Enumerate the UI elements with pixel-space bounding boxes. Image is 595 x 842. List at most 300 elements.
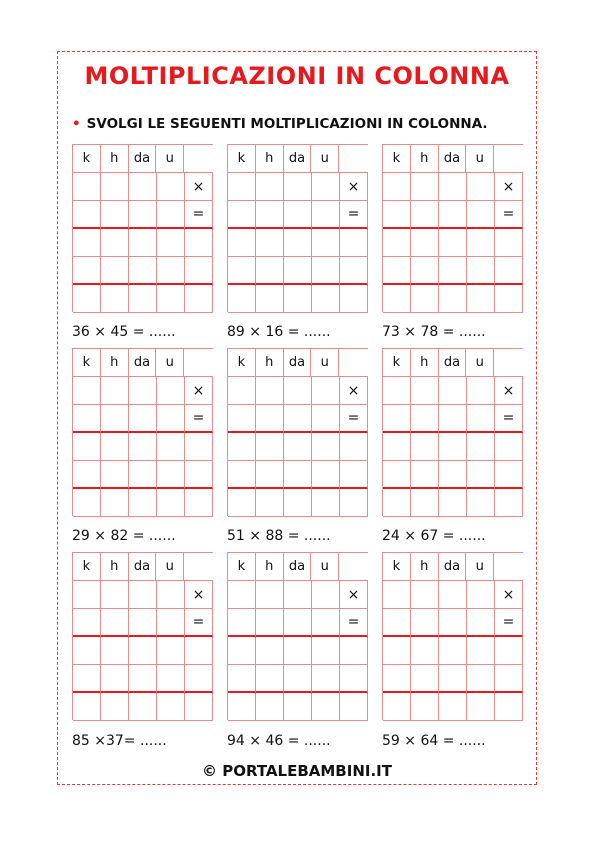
grid-row xyxy=(383,637,523,665)
digit-cell[interactable] xyxy=(228,201,256,229)
digit-cell[interactable] xyxy=(73,229,101,257)
grid-row xyxy=(228,461,368,489)
column-header: da xyxy=(129,553,157,581)
digit-cell[interactable] xyxy=(340,637,368,665)
digit-cell[interactable] xyxy=(185,229,213,257)
digit-cell[interactable] xyxy=(312,173,340,201)
multiply-sign: × xyxy=(185,581,213,609)
digit-cell[interactable] xyxy=(467,405,495,433)
equals-sign: = xyxy=(495,609,523,637)
digit-cell[interactable] xyxy=(228,405,256,433)
digit-cell[interactable] xyxy=(228,665,256,693)
digit-cell[interactable] xyxy=(129,433,157,461)
digit-cell[interactable] xyxy=(101,377,129,405)
digit-cell[interactable] xyxy=(411,377,439,405)
digit-cell[interactable] xyxy=(383,377,411,405)
digit-cell[interactable] xyxy=(439,285,467,313)
digit-cell[interactable] xyxy=(185,489,213,517)
grid-row xyxy=(73,173,213,201)
digit-cell[interactable] xyxy=(312,461,340,489)
digit-cell[interactable] xyxy=(101,405,129,433)
multiply-sign: × xyxy=(340,173,368,201)
digit-cell[interactable] xyxy=(73,637,101,665)
column-header: k xyxy=(73,145,101,173)
digit-cell[interactable] xyxy=(340,665,368,693)
digit-cell[interactable] xyxy=(228,377,256,405)
digit-cell[interactable] xyxy=(467,581,495,609)
grid-header-row xyxy=(383,553,523,581)
grid-row xyxy=(228,405,368,433)
column-header: u xyxy=(311,553,339,581)
digit-cell[interactable] xyxy=(383,637,411,665)
digit-cell[interactable] xyxy=(411,433,439,461)
digit-cell[interactable] xyxy=(129,609,157,637)
digit-cell[interactable] xyxy=(256,461,284,489)
grid-row xyxy=(73,377,213,405)
digit-cell[interactable] xyxy=(495,693,523,721)
grid-row xyxy=(73,201,213,229)
grid-header-spacer xyxy=(184,349,213,377)
digit-cell[interactable] xyxy=(340,257,368,285)
problem-label: 24 × 67 = ...... xyxy=(382,528,486,544)
digit-cell[interactable] xyxy=(73,693,101,721)
digit-cell[interactable] xyxy=(467,201,495,229)
digit-cell[interactable] xyxy=(228,433,256,461)
grid-row xyxy=(73,229,213,257)
digit-cell[interactable] xyxy=(284,693,312,721)
grid-header-spacer xyxy=(339,553,368,581)
grid-header-row xyxy=(73,349,213,377)
digit-cell[interactable] xyxy=(411,489,439,517)
grid-row xyxy=(228,637,368,665)
digit-cell[interactable] xyxy=(284,201,312,229)
digit-cell[interactable] xyxy=(439,433,467,461)
digit-cell[interactable] xyxy=(157,461,185,489)
multiplication-grid xyxy=(382,144,523,312)
digit-cell[interactable] xyxy=(467,257,495,285)
digit-cell[interactable] xyxy=(312,433,340,461)
digit-cell[interactable] xyxy=(228,461,256,489)
digit-cell[interactable] xyxy=(383,489,411,517)
digit-cell[interactable] xyxy=(129,173,157,201)
digit-cell[interactable] xyxy=(73,461,101,489)
digit-cell[interactable] xyxy=(411,201,439,229)
digit-cell[interactable] xyxy=(411,581,439,609)
digit-cell[interactable] xyxy=(411,285,439,313)
digit-cell[interactable] xyxy=(467,637,495,665)
digit-cell[interactable] xyxy=(73,405,101,433)
digit-cell[interactable] xyxy=(340,693,368,721)
digit-cell[interactable] xyxy=(157,229,185,257)
digit-cell[interactable] xyxy=(129,489,157,517)
digit-cell[interactable] xyxy=(312,637,340,665)
grid-row xyxy=(383,229,523,257)
digit-cell[interactable] xyxy=(340,489,368,517)
column-header: k xyxy=(383,553,411,581)
digit-cell[interactable] xyxy=(73,377,101,405)
digit-cell[interactable] xyxy=(129,257,157,285)
digit-cell[interactable] xyxy=(383,257,411,285)
digit-cell[interactable] xyxy=(284,461,312,489)
column-header: h xyxy=(256,553,284,581)
digit-cell[interactable] xyxy=(383,433,411,461)
digit-cell[interactable] xyxy=(383,693,411,721)
digit-cell[interactable] xyxy=(284,405,312,433)
column-header: k xyxy=(383,145,411,173)
digit-cell[interactable] xyxy=(439,581,467,609)
digit-cell[interactable] xyxy=(73,201,101,229)
grid-header-spacer xyxy=(339,349,368,377)
digit-cell[interactable] xyxy=(383,405,411,433)
digit-cell[interactable] xyxy=(157,257,185,285)
digit-cell[interactable] xyxy=(101,433,129,461)
multiplication-grid xyxy=(72,552,213,720)
digit-cell[interactable] xyxy=(256,665,284,693)
digit-cell[interactable] xyxy=(284,489,312,517)
grid-row xyxy=(228,609,368,637)
digit-cell[interactable] xyxy=(312,285,340,313)
equals-sign: = xyxy=(495,201,523,229)
digit-cell[interactable] xyxy=(157,285,185,313)
digit-cell[interactable] xyxy=(185,637,213,665)
digit-cell[interactable] xyxy=(129,405,157,433)
digit-cell[interactable] xyxy=(157,489,185,517)
digit-cell[interactable] xyxy=(129,201,157,229)
digit-cell[interactable] xyxy=(185,257,213,285)
digit-cell[interactable] xyxy=(101,201,129,229)
grid-row xyxy=(73,489,213,517)
column-header: h xyxy=(101,145,129,173)
digit-cell[interactable] xyxy=(157,693,185,721)
digit-cell[interactable] xyxy=(467,173,495,201)
digit-cell[interactable] xyxy=(101,229,129,257)
digit-cell[interactable] xyxy=(73,665,101,693)
digit-cell[interactable] xyxy=(439,229,467,257)
column-header: k xyxy=(73,349,101,377)
digit-cell[interactable] xyxy=(467,229,495,257)
multiplication-grid xyxy=(227,144,368,312)
digit-cell[interactable] xyxy=(439,637,467,665)
digit-cell[interactable] xyxy=(439,201,467,229)
digit-cell[interactable] xyxy=(256,405,284,433)
digit-cell[interactable] xyxy=(284,609,312,637)
grid-header-row xyxy=(73,553,213,581)
grid-row xyxy=(383,173,523,201)
digit-cell[interactable] xyxy=(340,433,368,461)
digit-cell[interactable] xyxy=(157,665,185,693)
column-header: u xyxy=(311,349,339,377)
digit-cell[interactable] xyxy=(73,609,101,637)
digit-cell[interactable] xyxy=(157,377,185,405)
multiply-sign: × xyxy=(495,377,523,405)
digit-cell[interactable] xyxy=(129,377,157,405)
digit-cell[interactable] xyxy=(411,405,439,433)
digit-cell[interactable] xyxy=(284,433,312,461)
digit-cell[interactable] xyxy=(284,581,312,609)
digit-cell[interactable] xyxy=(157,433,185,461)
column-header: u xyxy=(156,145,184,173)
digit-cell[interactable] xyxy=(284,173,312,201)
column-header: da xyxy=(439,145,467,173)
digit-cell[interactable] xyxy=(228,285,256,313)
digit-cell[interactable] xyxy=(467,489,495,517)
digit-cell[interactable] xyxy=(495,285,523,313)
digit-cell[interactable] xyxy=(312,693,340,721)
problem-label: 36 × 45 = ...... xyxy=(72,324,176,340)
column-header: h xyxy=(101,349,129,377)
digit-cell[interactable] xyxy=(185,433,213,461)
digit-cell[interactable] xyxy=(411,609,439,637)
column-header: k xyxy=(383,349,411,377)
digit-cell[interactable] xyxy=(312,489,340,517)
grid-row xyxy=(228,581,368,609)
grid-row xyxy=(73,405,213,433)
multiplication-grid xyxy=(227,348,368,516)
problem-label: 59 × 64 = ...... xyxy=(382,733,486,749)
digit-cell[interactable] xyxy=(411,257,439,285)
digit-cell[interactable] xyxy=(101,609,129,637)
digit-cell[interactable] xyxy=(157,637,185,665)
digit-cell[interactable] xyxy=(129,285,157,313)
grid-row xyxy=(228,377,368,405)
digit-cell[interactable] xyxy=(185,285,213,313)
digit-cell[interactable] xyxy=(256,173,284,201)
digit-cell[interactable] xyxy=(284,257,312,285)
digit-cell[interactable] xyxy=(495,461,523,489)
digit-cell[interactable] xyxy=(157,405,185,433)
multiplication-grid xyxy=(72,144,213,312)
digit-cell[interactable] xyxy=(129,637,157,665)
column-header: da xyxy=(284,145,312,173)
equals-sign: = xyxy=(185,201,213,229)
digit-cell[interactable] xyxy=(157,201,185,229)
digit-cell[interactable] xyxy=(340,285,368,313)
digit-cell[interactable] xyxy=(439,609,467,637)
instruction-text: SVOLGI LE SEGUENTI MOLTIPLICAZIONI IN COLONNA. xyxy=(86,116,488,132)
digit-cell[interactable] xyxy=(312,257,340,285)
instruction xyxy=(72,116,488,132)
digit-cell[interactable] xyxy=(383,201,411,229)
column-header: h xyxy=(101,553,129,581)
grid-row xyxy=(228,173,368,201)
digit-cell[interactable] xyxy=(129,581,157,609)
digit-cell[interactable] xyxy=(157,609,185,637)
grid-row xyxy=(73,609,213,637)
digit-cell[interactable] xyxy=(284,377,312,405)
digit-cell[interactable] xyxy=(312,377,340,405)
digit-cell[interactable] xyxy=(73,433,101,461)
multiply-sign: × xyxy=(340,377,368,405)
column-header: h xyxy=(411,349,439,377)
digit-cell[interactable] xyxy=(101,581,129,609)
column-header: da xyxy=(129,145,157,173)
digit-cell[interactable] xyxy=(383,609,411,637)
digit-cell[interactable] xyxy=(101,257,129,285)
digit-cell[interactable] xyxy=(73,489,101,517)
column-header: da xyxy=(284,349,312,377)
equals-sign: = xyxy=(185,609,213,637)
grid-header-row xyxy=(383,349,523,377)
column-header: h xyxy=(256,145,284,173)
digit-cell[interactable] xyxy=(256,229,284,257)
digit-cell[interactable] xyxy=(383,285,411,313)
digit-cell[interactable] xyxy=(467,377,495,405)
digit-cell[interactable] xyxy=(101,285,129,313)
grid-row xyxy=(228,665,368,693)
digit-cell[interactable] xyxy=(383,665,411,693)
digit-cell[interactable] xyxy=(284,229,312,257)
grid-header-row xyxy=(228,349,368,377)
digit-cell[interactable] xyxy=(411,637,439,665)
multiply-sign: × xyxy=(185,377,213,405)
grid-header-spacer xyxy=(494,553,523,581)
digit-cell[interactable] xyxy=(185,665,213,693)
digit-cell[interactable] xyxy=(284,637,312,665)
digit-cell[interactable] xyxy=(228,489,256,517)
digit-cell[interactable] xyxy=(101,461,129,489)
digit-cell[interactable] xyxy=(495,433,523,461)
digit-cell[interactable] xyxy=(439,665,467,693)
digit-cell[interactable] xyxy=(129,665,157,693)
digit-cell[interactable] xyxy=(256,637,284,665)
grid-row xyxy=(383,489,523,517)
digit-cell[interactable] xyxy=(185,461,213,489)
multiply-sign: × xyxy=(340,581,368,609)
digit-cell[interactable] xyxy=(312,229,340,257)
digit-cell[interactable] xyxy=(101,693,129,721)
digit-cell[interactable] xyxy=(101,637,129,665)
grid-row xyxy=(73,257,213,285)
digit-cell[interactable] xyxy=(228,693,256,721)
column-header: k xyxy=(228,553,256,581)
digit-cell[interactable] xyxy=(340,229,368,257)
digit-cell[interactable] xyxy=(439,461,467,489)
digit-cell[interactable] xyxy=(73,257,101,285)
grid-header-spacer xyxy=(494,145,523,173)
digit-cell[interactable] xyxy=(495,637,523,665)
digit-cell[interactable] xyxy=(312,405,340,433)
digit-cell[interactable] xyxy=(129,229,157,257)
digit-cell[interactable] xyxy=(467,665,495,693)
digit-cell[interactable] xyxy=(383,581,411,609)
digit-cell[interactable] xyxy=(312,201,340,229)
digit-cell[interactable] xyxy=(467,693,495,721)
digit-cell[interactable] xyxy=(101,665,129,693)
digit-cell[interactable] xyxy=(439,489,467,517)
grid-header-spacer xyxy=(184,145,213,173)
digit-cell[interactable] xyxy=(129,693,157,721)
column-header: u xyxy=(466,349,494,377)
column-header: u xyxy=(311,145,339,173)
digit-cell[interactable] xyxy=(73,173,101,201)
digit-cell[interactable] xyxy=(228,229,256,257)
grid-row xyxy=(228,201,368,229)
grid-row xyxy=(383,693,523,721)
digit-cell[interactable] xyxy=(495,665,523,693)
digit-cell[interactable] xyxy=(157,173,185,201)
digit-cell[interactable] xyxy=(284,285,312,313)
digit-cell[interactable] xyxy=(383,461,411,489)
multiplication-grid xyxy=(382,552,523,720)
digit-cell[interactable] xyxy=(256,581,284,609)
grid-row xyxy=(73,665,213,693)
digit-cell[interactable] xyxy=(411,173,439,201)
digit-cell[interactable] xyxy=(439,173,467,201)
column-header: h xyxy=(256,349,284,377)
column-header: u xyxy=(466,553,494,581)
grid-header-row xyxy=(228,145,368,173)
digit-cell[interactable] xyxy=(439,693,467,721)
digit-cell[interactable] xyxy=(383,173,411,201)
digit-cell[interactable] xyxy=(228,609,256,637)
digit-cell[interactable] xyxy=(185,693,213,721)
problem-label: 85 ×37= ...... xyxy=(72,733,167,749)
digit-cell[interactable] xyxy=(411,229,439,257)
digit-cell[interactable] xyxy=(256,693,284,721)
problem-label: 73 × 78 = ...... xyxy=(382,324,486,340)
digit-cell[interactable] xyxy=(101,489,129,517)
digit-cell[interactable] xyxy=(228,581,256,609)
digit-cell[interactable] xyxy=(157,581,185,609)
digit-cell[interactable] xyxy=(256,201,284,229)
digit-cell[interactable] xyxy=(312,581,340,609)
digit-cell[interactable] xyxy=(467,609,495,637)
equals-sign: = xyxy=(340,201,368,229)
digit-cell[interactable] xyxy=(129,461,157,489)
grid-row xyxy=(383,461,523,489)
digit-cell[interactable] xyxy=(411,665,439,693)
grid-row xyxy=(383,433,523,461)
digit-cell[interactable] xyxy=(411,693,439,721)
digit-cell[interactable] xyxy=(312,665,340,693)
digit-cell[interactable] xyxy=(495,489,523,517)
digit-cell[interactable] xyxy=(439,257,467,285)
digit-cell[interactable] xyxy=(467,285,495,313)
digit-cell[interactable] xyxy=(73,285,101,313)
column-header: h xyxy=(411,145,439,173)
digit-cell[interactable] xyxy=(101,173,129,201)
digit-cell[interactable] xyxy=(495,257,523,285)
digit-cell[interactable] xyxy=(495,229,523,257)
digit-cell[interactable] xyxy=(340,461,368,489)
problem-label: 51 × 88 = ...... xyxy=(227,528,331,544)
digit-cell[interactable] xyxy=(467,433,495,461)
digit-cell[interactable] xyxy=(256,609,284,637)
digit-cell[interactable] xyxy=(467,461,495,489)
multiply-sign: × xyxy=(495,173,523,201)
footer-credit: © PORTALEBAMBINI.IT xyxy=(202,762,392,780)
problem-label: 94 × 46 = ...... xyxy=(227,733,331,749)
digit-cell[interactable] xyxy=(411,461,439,489)
digit-cell[interactable] xyxy=(439,405,467,433)
digit-cell[interactable] xyxy=(284,665,312,693)
digit-cell[interactable] xyxy=(256,285,284,313)
digit-cell[interactable] xyxy=(73,581,101,609)
digit-cell[interactable] xyxy=(256,257,284,285)
digit-cell[interactable] xyxy=(439,377,467,405)
digit-cell[interactable] xyxy=(383,229,411,257)
digit-cell[interactable] xyxy=(256,433,284,461)
digit-cell[interactable] xyxy=(228,173,256,201)
grid-row xyxy=(228,229,368,257)
digit-cell[interactable] xyxy=(256,489,284,517)
column-header: k xyxy=(228,349,256,377)
multiplication-grid xyxy=(72,348,213,516)
digit-cell[interactable] xyxy=(256,377,284,405)
digit-cell[interactable] xyxy=(312,609,340,637)
digit-cell[interactable] xyxy=(228,637,256,665)
digit-cell[interactable] xyxy=(228,257,256,285)
